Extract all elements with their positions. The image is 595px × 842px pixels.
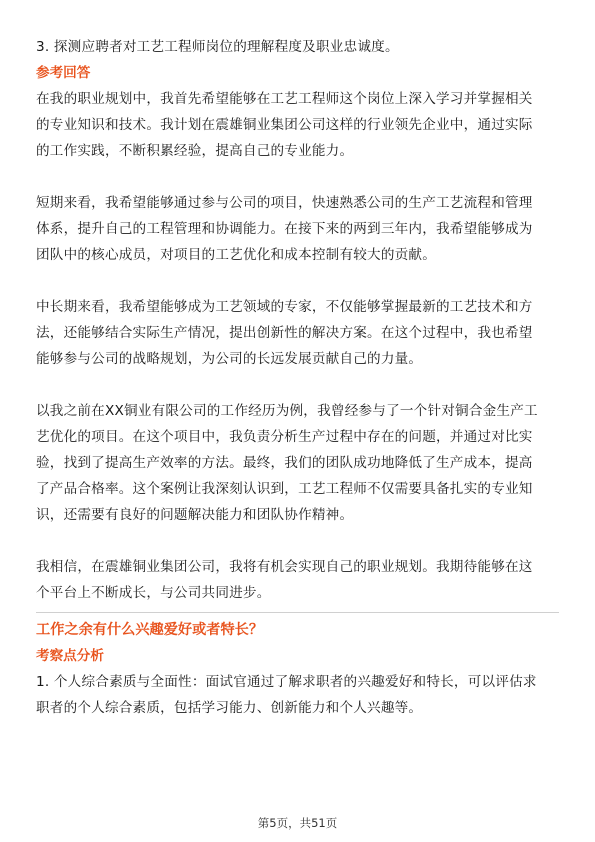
answer-paragraph-5 [36, 554, 559, 606]
paragraph-line: 体系，提升自己的工程管理和协调能力。在接下来的两到三年内，我希望能够成为 [36, 221, 533, 237]
answer-paragraph-2 [36, 190, 559, 268]
paragraph-line: 个平台上不断成长，与公司共同进步。 [36, 585, 271, 601]
answer-heading: 参考回答 [36, 65, 91, 81]
analysis-item-1 [36, 669, 559, 721]
paragraph-line: 的专业知识和技术。我计划在震雄铜业集团公司这样的行业领先企业中，通过实际 [36, 117, 533, 133]
section-divider [36, 612, 559, 613]
page-content [36, 34, 559, 721]
paragraph-gap [36, 164, 559, 190]
paragraph-gap [36, 372, 559, 398]
answer-paragraph-4 [36, 398, 559, 528]
paragraph-gap [36, 268, 559, 294]
list-item-3: 3. 探测应聘者对工艺工程师岗位的理解程度及职业忠诚度。 [36, 39, 399, 55]
paragraph-line: 的工作实践，不断积累经验，提高自己的专业能力。 [36, 143, 354, 159]
paragraph-line: 了产品合格率。这个案例让我深刻认识到，工艺工程师不仅需要具备扎实的专业知 [36, 481, 533, 497]
analysis-heading: 考察点分析 [36, 648, 104, 664]
paragraph-line: 中长期来看，我希望能够成为工艺领域的专家，不仅能够掌握最新的工艺技术和方 [36, 299, 533, 315]
paragraph-line: 以我之前在XX铜业有限公司的工作经历为例，我曾经参与了一个针对铜合金生产工 [36, 403, 538, 419]
paragraph-gap [36, 528, 559, 554]
paragraph-line: 短期来看，我希望能够通过参与公司的项目，快速熟悉公司的生产工艺流程和管理 [36, 195, 533, 211]
paragraph-line: 在我的职业规划中，我首先希望能够在工艺工程师这个岗位上深入学习并掌握相关 [36, 91, 533, 107]
paragraph-line: 识，还需要有良好的问题解决能力和团队协作精神。 [36, 507, 354, 523]
paragraph-line: 能够参与公司的战略规划，为公司的长远发展贡献自己的力量。 [36, 351, 423, 367]
question-heading: 工作之余有什么兴趣爱好或者特长？ [36, 622, 264, 638]
paragraph-line: 团队中的核心成员，对项目的工艺优化和成本控制有较大的贡献。 [36, 247, 437, 263]
analysis-line: 职者的个人综合素质，包括学习能力、创新能力和个人兴趣等。 [36, 700, 423, 716]
answer-paragraph-1 [36, 86, 559, 164]
answer-paragraph-3 [36, 294, 559, 372]
paragraph-line: 艺优化的项目。在这个项目中，我负责分析生产过程中存在的问题，并通过对比实 [36, 429, 533, 445]
paragraph-line: 法，还能够结合实际生产情况，提出创新性的解决方案。在这个过程中，我也希望 [36, 325, 533, 341]
analysis-line: 1. 个人综合素质与全面性：面试官通过了解求职者的兴趣爱好和特长，可以评估求 [36, 674, 537, 690]
page-number: 第5页，共51页 [257, 816, 338, 830]
paragraph-line: 验，找到了提高生产效率的方法。最终，我们的团队成功地降低了生产成本，提高 [36, 455, 533, 471]
paragraph-line: 我相信，在震雄铜业集团公司，我将有机会实现自己的职业规划。我期待能够在这 [36, 559, 533, 575]
